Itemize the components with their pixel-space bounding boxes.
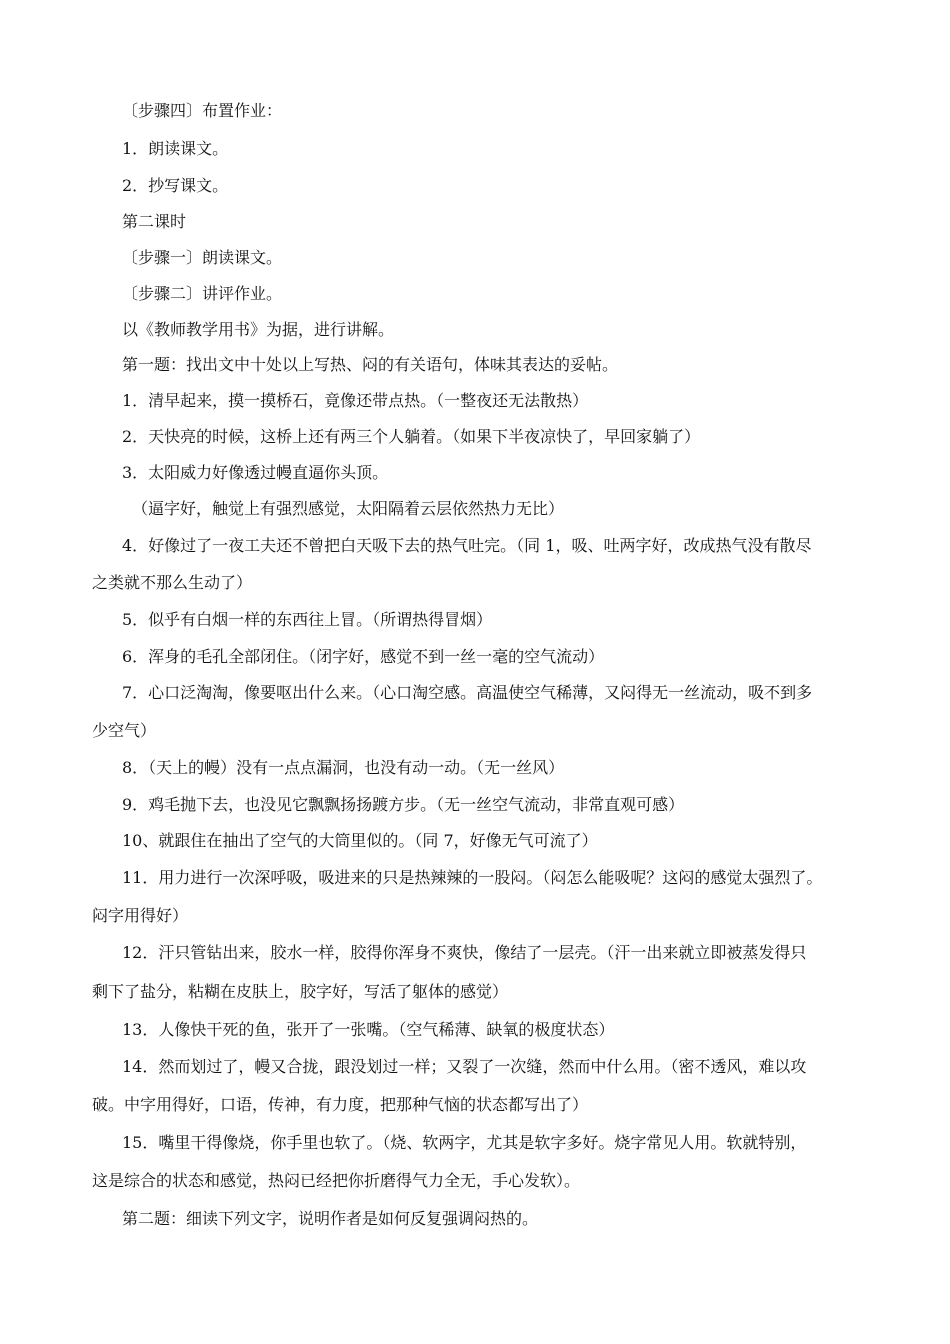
answer-item-1: 1．清早起来，摸一摸桥石，竟像还带点热。（一整夜还无法散热） bbox=[122, 391, 589, 410]
answer-item-11-continued: 闷字用得好） bbox=[92, 906, 189, 925]
answer-item-14: 14．然而划过了，幔又合拢，跟没划过一样；又裂了一次缝，然而中什么用。（密不透风，难以攻 bbox=[122, 1057, 807, 1076]
answer-item-7-continued: 少空气） bbox=[92, 721, 157, 740]
question-one-heading: 第一题：找出文中十处以上写热、闷的有关语句，体味其表达的妥帖。 bbox=[122, 355, 619, 374]
answer-item-12: 12．汗只管钻出来，胶水一样，胶得你浑身不爽快，像结了一层壳。（汗一出来就立即被蒸发得只 bbox=[122, 943, 807, 962]
answer-item-10: 10、就跟住在抽出了空气的大筒里似的。（同 7，好像无气可流了） bbox=[122, 831, 598, 850]
answer-item-5: 5．似乎有白烟一样的东西往上冒。（所谓热得冒烟） bbox=[122, 610, 493, 629]
question-two-heading: 第二题：细读下列文字，说明作者是如何反复强调闷热的。 bbox=[122, 1209, 539, 1228]
homework-item-1: 1．朗读课文。 bbox=[122, 139, 229, 158]
answer-item-4-continued: 之类就不那么生动了） bbox=[92, 573, 253, 592]
answer-item-3: 3．太阳威力好像透过幔直逼你头顶。 bbox=[122, 463, 389, 482]
answer-item-7: 7．心口泛淘淘，像要呕出什么来。（心口淘空感。高温使空气稀薄，又闷得无一丝流动，吸不到多 bbox=[122, 683, 813, 702]
answer-item-13: 13．人像快干死的鱼，张开了一张嘴。（空气稀薄、缺氧的极度状态） bbox=[122, 1020, 615, 1039]
answer-item-9: 9．鸡毛抛下去，也没见它飘飘扬扬踱方步。（无一丝空气流动，非常直观可感） bbox=[122, 795, 685, 814]
answer-item-2: 2．天快亮的时候，这桥上还有两三个人躺着。（如果下半夜凉快了，早回家躺了） bbox=[122, 427, 701, 446]
answer-item-4: 4．好像过了一夜工夫还不曾把白天吸下去的热气吐完。（同 1，吸、吐两字好，改成热气没有散尽 bbox=[122, 536, 812, 555]
answer-item-11: 11．用力进行一次深呼吸，吸进来的只是热辣辣的一股闷。（闷怎么能吸呢？这闷的感觉太强烈了。 bbox=[122, 868, 823, 887]
answer-item-3-note: （逼字好，触觉上有强烈感觉，太阳隔着云层依然热力无比） bbox=[132, 499, 565, 518]
answer-item-6: 6．浑身的毛孔全部闭住。（闭字好，感觉不到一丝一毫的空气流动） bbox=[122, 647, 605, 666]
step-four-heading: 〔步骤四〕布置作业： bbox=[122, 101, 283, 120]
second-lesson-heading: 第二课时 bbox=[122, 212, 187, 231]
homework-item-2: 2．抄写课文。 bbox=[122, 176, 229, 195]
answer-item-12-continued: 剩下了盐分，粘糊在皮肤上，胶字好，写活了躯体的感觉） bbox=[92, 982, 509, 1001]
answer-item-14-continued: 破。中字用得好，口语，传神，有力度，把那种气恼的状态都写出了） bbox=[92, 1095, 589, 1114]
reference-note: 以《教师教学用书》为据，进行讲解。 bbox=[122, 320, 395, 339]
answer-item-15-continued: 这是综合的状态和感觉，热闷已经把你折磨得气力全无，手心发软）。 bbox=[92, 1171, 581, 1190]
step-two-heading: 〔步骤二〕讲评作业。 bbox=[122, 284, 283, 303]
answer-item-8: 8．（天上的幔）没有一点点漏洞，也没有动一动。（无一丝风） bbox=[122, 758, 565, 777]
step-one-heading: 〔步骤一〕朗读课文。 bbox=[122, 248, 283, 267]
answer-item-15: 15．嘴里干得像烧，你手里也软了。（烧、软两字，尤其是软字多好。烧字常见人用。软就特别， bbox=[122, 1133, 807, 1152]
